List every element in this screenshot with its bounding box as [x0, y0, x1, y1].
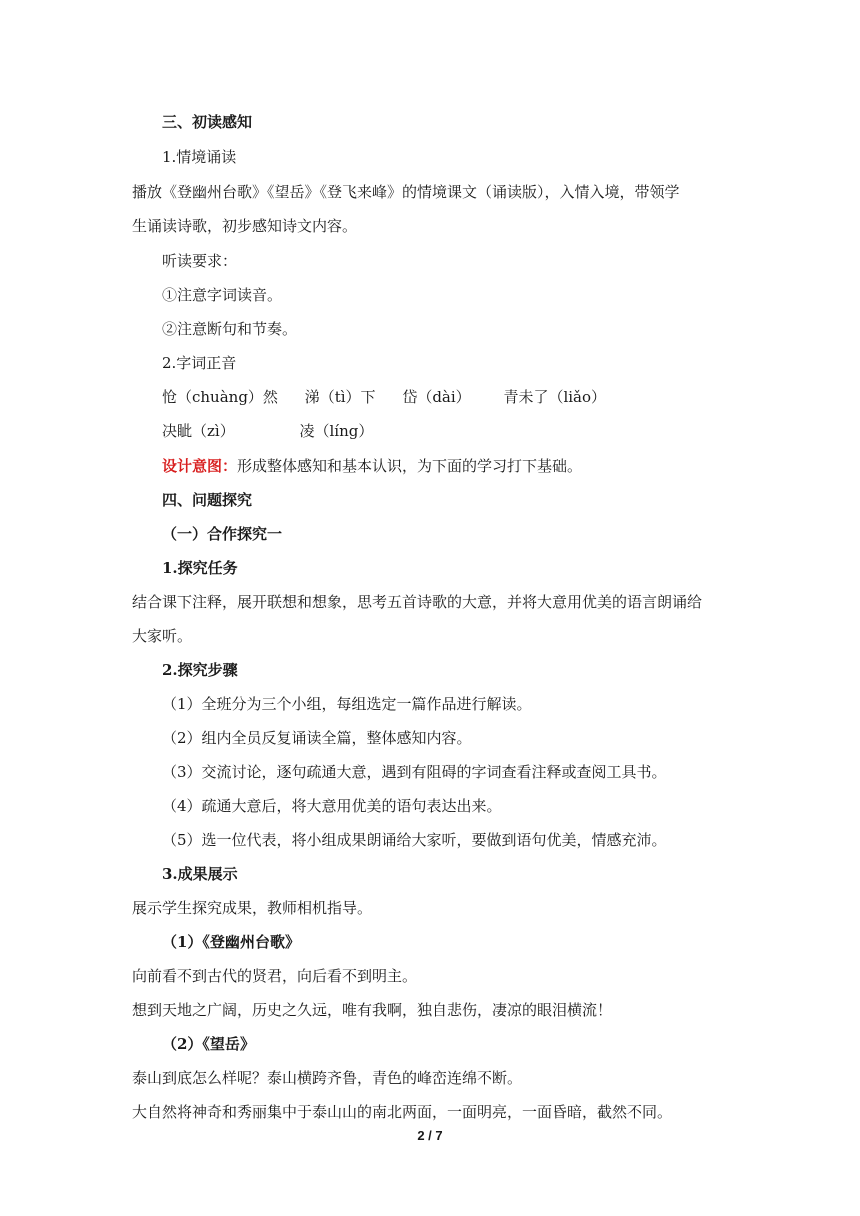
- pinyin-item: 青未了（liǎo）: [503, 388, 607, 406]
- design-intent: [162, 456, 582, 476]
- requirement-item: ①注意字词读音。: [162, 286, 283, 304]
- design-intent-label: 设计意图：: [162, 457, 238, 475]
- pinyin-row: [162, 387, 606, 407]
- step-item: （5）选一位代表，将小组成果朗诵给大家听，要做到语句优美，情感充沛。: [162, 831, 667, 849]
- task-title: 1.探究任务: [162, 559, 238, 577]
- paragraph-line: 想到天地之广阔，历史之久远，唯有我啊，独自悲伤，凄凉的眼泪横流！: [132, 1001, 613, 1019]
- pinyin-item: 决眦（zì）: [162, 422, 235, 440]
- paragraph-line: 大家听。: [132, 627, 193, 645]
- page-number: 2 / 7: [417, 1128, 443, 1143]
- paragraph-line: 结合课下注释，展开联想和想象，思考五首诗歌的大意，并将大意用优美的语言朗诵给: [132, 593, 703, 611]
- paragraph-line: 生诵读诗歌，初步感知诗文内容。: [132, 217, 358, 235]
- step-item: （4）疏通大意后，将大意用优美的语句表达出来。: [162, 797, 502, 815]
- pinyin-item: 怆（chuàng）然: [162, 388, 278, 406]
- paragraph-line: 播放《登幽州台歌》《望岳》《登飞来峰》的情境课文（诵读版），入情入境，带领学: [132, 183, 680, 201]
- paragraph-line: 泰山到底怎么样呢？泰山横跨齐鲁，青色的峰峦连绵不断。: [132, 1069, 523, 1087]
- poem-title: （1）《登幽州台歌》: [162, 933, 300, 951]
- cooperation-heading: （一）合作探究一: [162, 525, 283, 543]
- paragraph-line: 展示学生探究成果，教师相机指导。: [132, 899, 373, 917]
- design-intent-text: 形成整体感知和基本认识，为下面的学习打下基础。: [237, 457, 583, 475]
- step-item: （3）交流讨论，逐句疏通大意，遇到有阻碍的字词查看注释或查阅工具书。: [162, 763, 667, 781]
- subsection-title: 1.情境诵读: [162, 148, 237, 166]
- pinyin-item: 涕（tì）下: [304, 388, 376, 406]
- pinyin-item: 岱（dài）: [402, 388, 471, 406]
- paragraph-line: 大自然将神奇和秀丽集中于泰山山的南北两面，一面明亮，一面昏暗，截然不同。: [132, 1103, 673, 1121]
- requirement-item: ②注意断句和节奏。: [162, 320, 298, 338]
- section-heading-4: 四、问题探究: [162, 491, 253, 509]
- pinyin-item: 凌（líng）: [299, 422, 374, 440]
- steps-title: 2.探究步骤: [162, 661, 238, 679]
- step-item: （2）组内全员反复诵读全篇，整体感知内容。: [162, 729, 472, 747]
- poem-title: （2）《望岳》: [162, 1035, 255, 1053]
- section-heading-3: 三、初读感知: [162, 113, 253, 131]
- paragraph-line: 向前看不到古代的贤君，向后看不到明主。: [132, 967, 418, 985]
- step-item: （1）全班分为三个小组，每组选定一篇作品进行解读。: [162, 695, 532, 713]
- subsection-title: 2.字词正音: [162, 354, 237, 372]
- result-title: 3.成果展示: [162, 865, 238, 883]
- label-line: 听读要求：: [162, 252, 238, 270]
- pinyin-row: [162, 421, 373, 441]
